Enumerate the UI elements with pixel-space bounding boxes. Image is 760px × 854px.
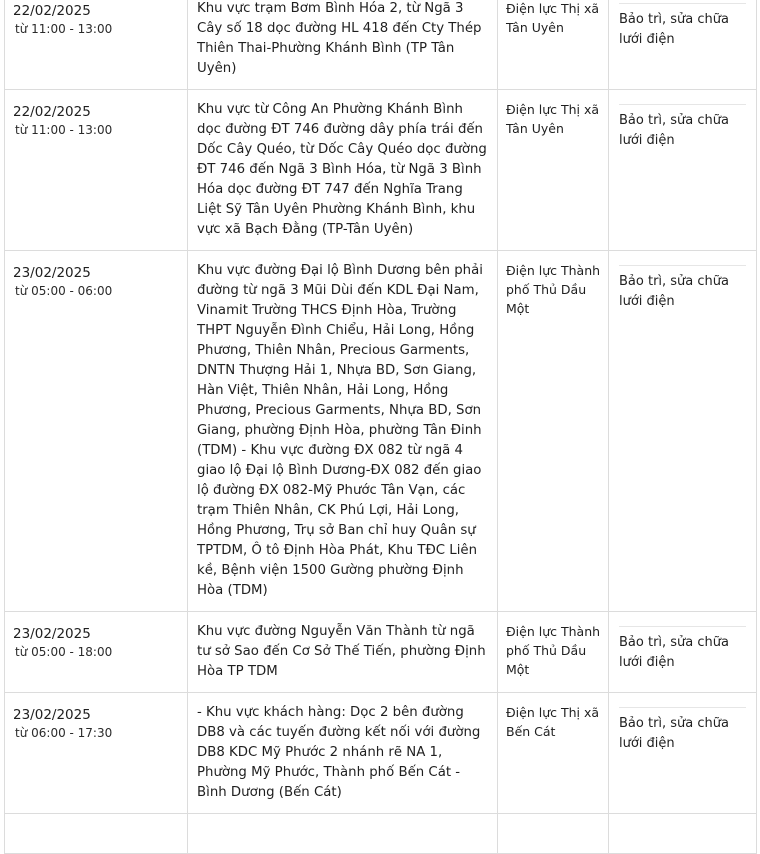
unit-cell (498, 90, 609, 251)
table-row (5, 0, 757, 90)
outage-area: Khu vực từ Công An Phường Khánh Bình dọc đường ĐT 746 đường dây phía trái đến Dốc Cây Quéo, từ Dốc Cây Quéo dọc đường ĐT 746 đến Ngã 3 Bình Hóa, từ Ngã 3 Bình Hóa dọc đường ĐT 747 đến Nghĩa Trang Liệt Sỹ Tân Uyên Phường Khánh Bình, khu vực xã Bạch Đằng (TP-Tân Uyên) (197, 102, 487, 237)
reason-cell (609, 814, 757, 854)
area-cell (188, 693, 498, 814)
time-cell (5, 693, 188, 814)
table-row (5, 612, 757, 693)
unit-cell (498, 693, 609, 814)
outage-date: 23/02/2025 (13, 626, 91, 642)
time-cell (5, 0, 188, 90)
outage-hours: từ 05:00 - 06:00 (15, 284, 113, 298)
power-unit: Điện lực Thị xã Bến Cát (506, 705, 600, 739)
area-cell (188, 612, 498, 693)
outage-schedule-table (4, 0, 757, 854)
outage-date: 22/02/2025 (13, 104, 91, 120)
unit-cell (498, 251, 609, 612)
reason-cell (609, 612, 757, 693)
time-cell (5, 612, 188, 693)
area-cell (188, 0, 498, 90)
outage-date: 23/02/2025 (13, 265, 91, 281)
area-cell (188, 251, 498, 612)
reason-cell (609, 0, 757, 90)
power-unit: Điện lực Thành phố Thủ Dầu Một (506, 624, 601, 677)
outage-date: 23/02/2025 (13, 707, 91, 723)
area-cell (188, 90, 498, 251)
reason-cell (609, 90, 757, 251)
outage-hours: từ 06:00 - 17:30 (15, 726, 113, 740)
outage-area: Khu vực trạm Bơm Bình Hóa 2, từ Ngã 3 Cây số 18 dọc đường HL 418 đến Cty Thép Thiên Thai-Phường Khánh Bình (TP Tân Uyên) (197, 1, 482, 76)
outage-reason: Bảo trì, sửa chữa lưới điện (619, 104, 746, 151)
reason-cell (609, 693, 757, 814)
table-row (5, 693, 757, 814)
outage-hours: từ 11:00 - 13:00 (15, 22, 113, 36)
outage-area: Khu vực đường Nguyễn Văn Thành từ ngã tư sở Sao đến Cơ Sở Thế Tiến, phường Định Hòa TP TDM (197, 624, 486, 679)
outage-reason: Bảo trì, sửa chữa lưới điện (619, 265, 746, 312)
outage-reason: Bảo trì, sửa chữa lưới điện (619, 3, 746, 50)
table-row (5, 90, 757, 251)
outage-date: 22/02/2025 (13, 3, 91, 19)
power-unit: Điện lực Thị xã Tân Uyên (506, 102, 600, 136)
time-cell (5, 90, 188, 251)
outage-reason: Bảo trì, sửa chữa lưới điện (619, 626, 746, 673)
outage-hours: từ 11:00 - 13:00 (15, 123, 113, 137)
unit-cell (498, 612, 609, 693)
table-row (5, 251, 757, 612)
outage-area: - Khu vực khách hàng: Dọc 2 bên đường DB8 và các tuyến đường kết nối với đường DB8 KDC Mỹ Phước 2 nhánh rẽ NA 1, Phường Mỹ Phước, Thành phố Bến Cát - Bình Dương (Bến Cát) (197, 705, 481, 800)
area-cell (188, 814, 498, 854)
outage-hours: từ 05:00 - 18:00 (15, 645, 113, 659)
power-unit: Điện lực Thành phố Thủ Dầu Một (506, 263, 601, 316)
reason-cell (609, 251, 757, 612)
time-cell (5, 251, 188, 612)
outage-area: Khu vực đường Đại lộ Bình Dương bên phải đường từ ngã 3 Mũi Dùi đến KDL Đại Nam, Vinamit Trường THCS Định Hòa, Trường THPT Nguyễn Đình Chiểu, Hải Long, Hồng Phương, Thiên Nhân, Precious Garments, DNTN Thượng Hải 1, Nhựa BD, Sơn Giang, Hàn Việt, Thiên Nhân, Hải Long, Hồng Phương, Precious Garments, Nhựa BD, Sơn Giang, phường Định Hòa, phường Tân Đinh (TDM) - Khu vực đường ĐX 082 từ ngã 4 giao lộ Đại lộ Bình Dương-ĐX 082 đến giao lộ đường ĐX 082-Mỹ Phước Tân Vạn, các trạm Thiên Nhân, CK Phú Lợi, Hải Long, Hồng Phương, Trụ sở Ban chỉ huy Quân sự TPTDM, Ô tô Định Hòa Phát, Khu TĐC Liên kề, Bệnh viện 1500 Gường phường Định Hòa (TDM) (197, 263, 483, 598)
time-cell (5, 814, 188, 854)
power-unit: Điện lực Thị xã Tân Uyên (506, 1, 600, 35)
unit-cell (498, 0, 609, 90)
unit-cell (498, 814, 609, 854)
outage-reason: Bảo trì, sửa chữa lưới điện (619, 707, 746, 754)
table-row (5, 814, 757, 854)
